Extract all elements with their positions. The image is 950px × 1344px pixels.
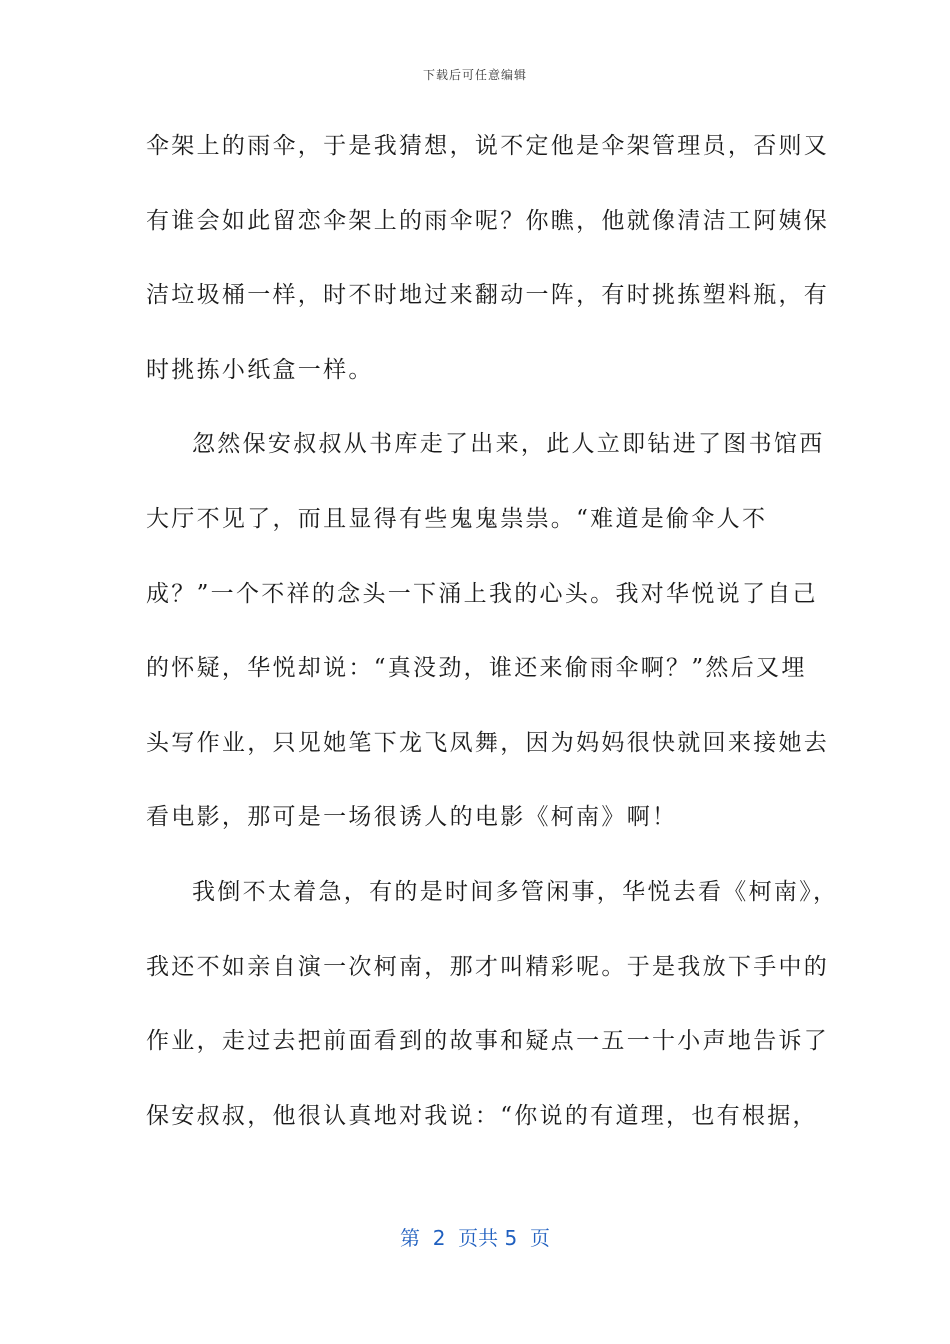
paragraph-start-line: 我倒不太着急，有的是时间多管闲事，华悦去看《柯南》， — [192, 878, 839, 905]
text-line: 我还不如亲自演一次柯南，那才叫精彩呢。于是我放下手中的 — [146, 953, 830, 980]
text-line: 有谁会如此留恋伞架上的雨伞呢？你瞧，他就像清洁工阿姨保 — [146, 207, 830, 234]
body-text — [146, 124, 839, 1168]
text-line: 时挑拣小纸盒一样。 — [146, 356, 374, 383]
text-line: 头写作业，只见她笔下龙飞凤舞，因为妈妈很快就回来接她去 — [146, 729, 830, 756]
text-line: 的怀疑，华悦却说：“真没劲，谁还来偷雨伞啊？”然后又埋 — [146, 655, 807, 682]
text-line: 成？”一个不祥的念头一下涌上我的心头。我对华悦说了自己 — [146, 580, 818, 607]
text-line: 保安叔叔，他很认真地对我说：“你说的有道理，也有根据， — [146, 1102, 818, 1129]
page-number-footer: 第 2 页共 5 页 — [400, 1226, 550, 1250]
text-line: 作业，走过去把前面看到的故事和疑点一五一十小声地告诉了 — [146, 1028, 830, 1055]
paragraph-start-line: 忽然保安叔叔从书库走了出来，此人立即钻进了图书馆西 — [192, 431, 825, 458]
text-line: 伞架上的雨伞，于是我猜想，说不定他是伞架管理员，否则又 — [146, 133, 830, 159]
text-line: 大厅不见了，而且显得有些鬼鬼祟祟。“难道是偷伞人不 — [146, 505, 768, 532]
text-line: 看电影，那可是一场很诱人的电影《柯南》啊！ — [146, 804, 678, 831]
header-note: 下载后可任意编辑 — [422, 68, 527, 82]
text-line: 洁垃圾桶一样，时不时地过来翻动一阵，有时挑拣塑料瓶，有 — [146, 282, 830, 309]
